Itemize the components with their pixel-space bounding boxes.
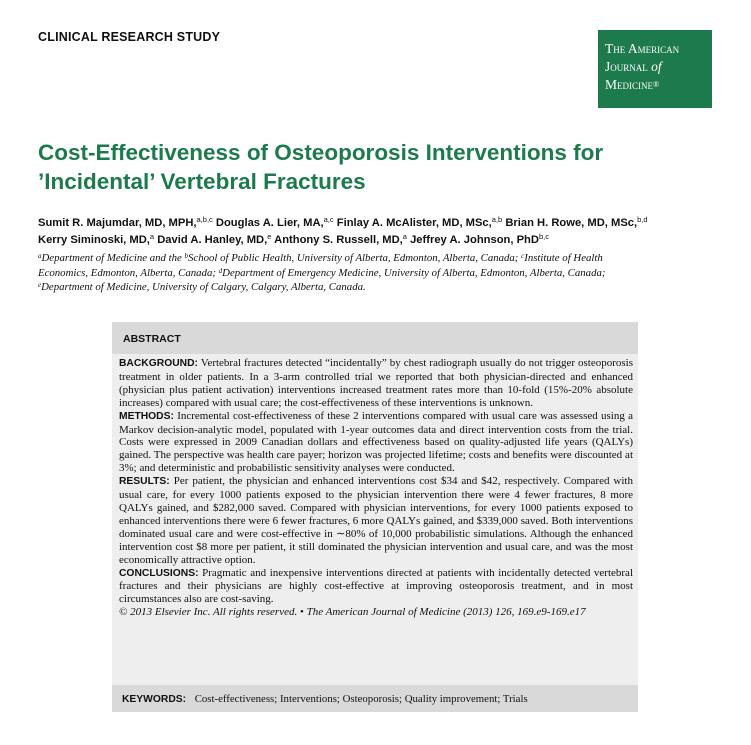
abstract-conclusions: CONCLUSIONS: Pragmatic and inexpensive interventions directed at patients with incidentally detected vertebral fractures and their physicians are highly cost-effective at improving osteoporosis treatment, and in most circumstances also are cost-saving. xyxy=(119,566,633,606)
abstract-results: RESULTS: Per patient, the physician and enhanced interventions cost $34 and $42, respectively. Compared with usual care, for every 1000 patients exposed to the physician intervention there were 4 fewer fractures, 8 more QALYs gained, and $282,000 saved. Compared with physician interventions, for every 1000 patients exposed to enhanced interventions there were 6 fewer fractures, 6 more QALYs gained, and $339,000 saved. Both interventions dominated usual care and were cost-effective in ∼80% of 10,000 probabilistic simulations. Although the enhanced intervention cost $8 more per patient, it still dominated the physician intervention and usual care, and was the most economically attractive option. xyxy=(119,475,633,566)
journal-logo-line1: The American xyxy=(605,41,680,56)
abstract-box xyxy=(112,322,638,712)
author: Kerry Siminoski, MD, xyxy=(38,234,150,246)
article-title-line1: Cost-Effectiveness of Osteoporosis Interventions for xyxy=(38,140,604,165)
abstract-heading: ABSTRACT xyxy=(112,322,638,354)
author: Anthony S. Russell, MD, xyxy=(274,234,403,246)
abstract-body xyxy=(119,357,633,619)
journal-logo-line3: Medicine® xyxy=(605,77,660,92)
author: Jeffrey A. Johnson, PhD xyxy=(410,234,539,246)
article-title-line2: ’Incidental’ Vertebral Fractures xyxy=(38,169,366,194)
author-line-2: Kerry Siminoski, MD,$^a$ David A. Hanley, MD,$^e$ Anthony S. Russell, MD,$^a$ Jeffrey A. Johnson, PhD$^{b,c}$ xyxy=(38,232,549,246)
author: Brian H. Rowe, MD, MSc, xyxy=(505,217,638,229)
journal-logo-line2: Journal of xyxy=(605,59,662,74)
author: Sumit R. Majumdar, MD, MPH, xyxy=(38,217,197,229)
journal-logo xyxy=(598,30,712,108)
author-list xyxy=(38,215,718,249)
author: Finlay A. McAlister, MD, MSc, xyxy=(336,217,492,229)
section-label: CLINICAL RESEARCH STUDY xyxy=(38,30,221,44)
affiliations: $^a$Department of Medicine and the $^b$School of Public Health, University of Alberta, Edmonton, Alberta, Canada; $^c$Institute of Health Economics, Edmonton, Alberta, Canada; $^d$Department of Emergency Medicine, University of Alberta, Edmonton, Alberta, Canada; $^e$Department of Medicine, University of Calgary, Calgary, Alberta, Canada. xyxy=(38,252,606,293)
keywords-label: KEYWORDS: xyxy=(122,694,187,705)
keywords-list: Cost-effectiveness; Interventions; Osteoporosis; Quality improvement; Trials xyxy=(194,693,528,705)
abstract-methods: METHODS: Incremental cost-effectiveness of these 2 interventions compared with usual care was assessed using a Markov decision-analytic model, populated with 1-year outcomes data and direct intervention costs from the trial. Costs were expressed in 2009 Canadian dollars and effectiveness based on quality-adjusted life years (QALYs) gained. The perspective was health care payer; horizon was projected lifetime; costs and benefits were discounted at 3%; and deterministic and probabilistic sensitivity analyses were conducted. xyxy=(119,409,633,475)
author: Douglas A. Lier, MA, xyxy=(215,217,324,229)
abstract-background: BACKGROUND: Vertebral fractures detected “incidentally” by chest radiograph usually do not trigger osteoporosis treatment in older patients. In a 3-arm controlled trial we reported that both physician-directed and enhanced (physician plus patient activation) interventions increased treatment rates more than 10-fold (15%-20% absolute increases) compared with usual care; the cost-effectiveness of these interventions is unknown. xyxy=(119,357,633,409)
author-line-1: Sumit R. Majumdar, MD, MPH,$^{a,b,c}$ Douglas A. Lier, MA,$^{a,c}$ Finlay A. McAlister, MD, MSc,$^{a,b}$ Brian H. Rowe, MD, MSc,$^{b,d}$ xyxy=(38,215,648,229)
author: David A. Hanley, MD, xyxy=(157,234,268,246)
article-title xyxy=(38,138,698,196)
copyright-citation: © 2013 Elsevier Inc. All rights reserved. • The American Journal of Medicine (2013) 126, 169.e9-169.e17 xyxy=(119,606,586,619)
keywords-bar xyxy=(112,685,638,712)
